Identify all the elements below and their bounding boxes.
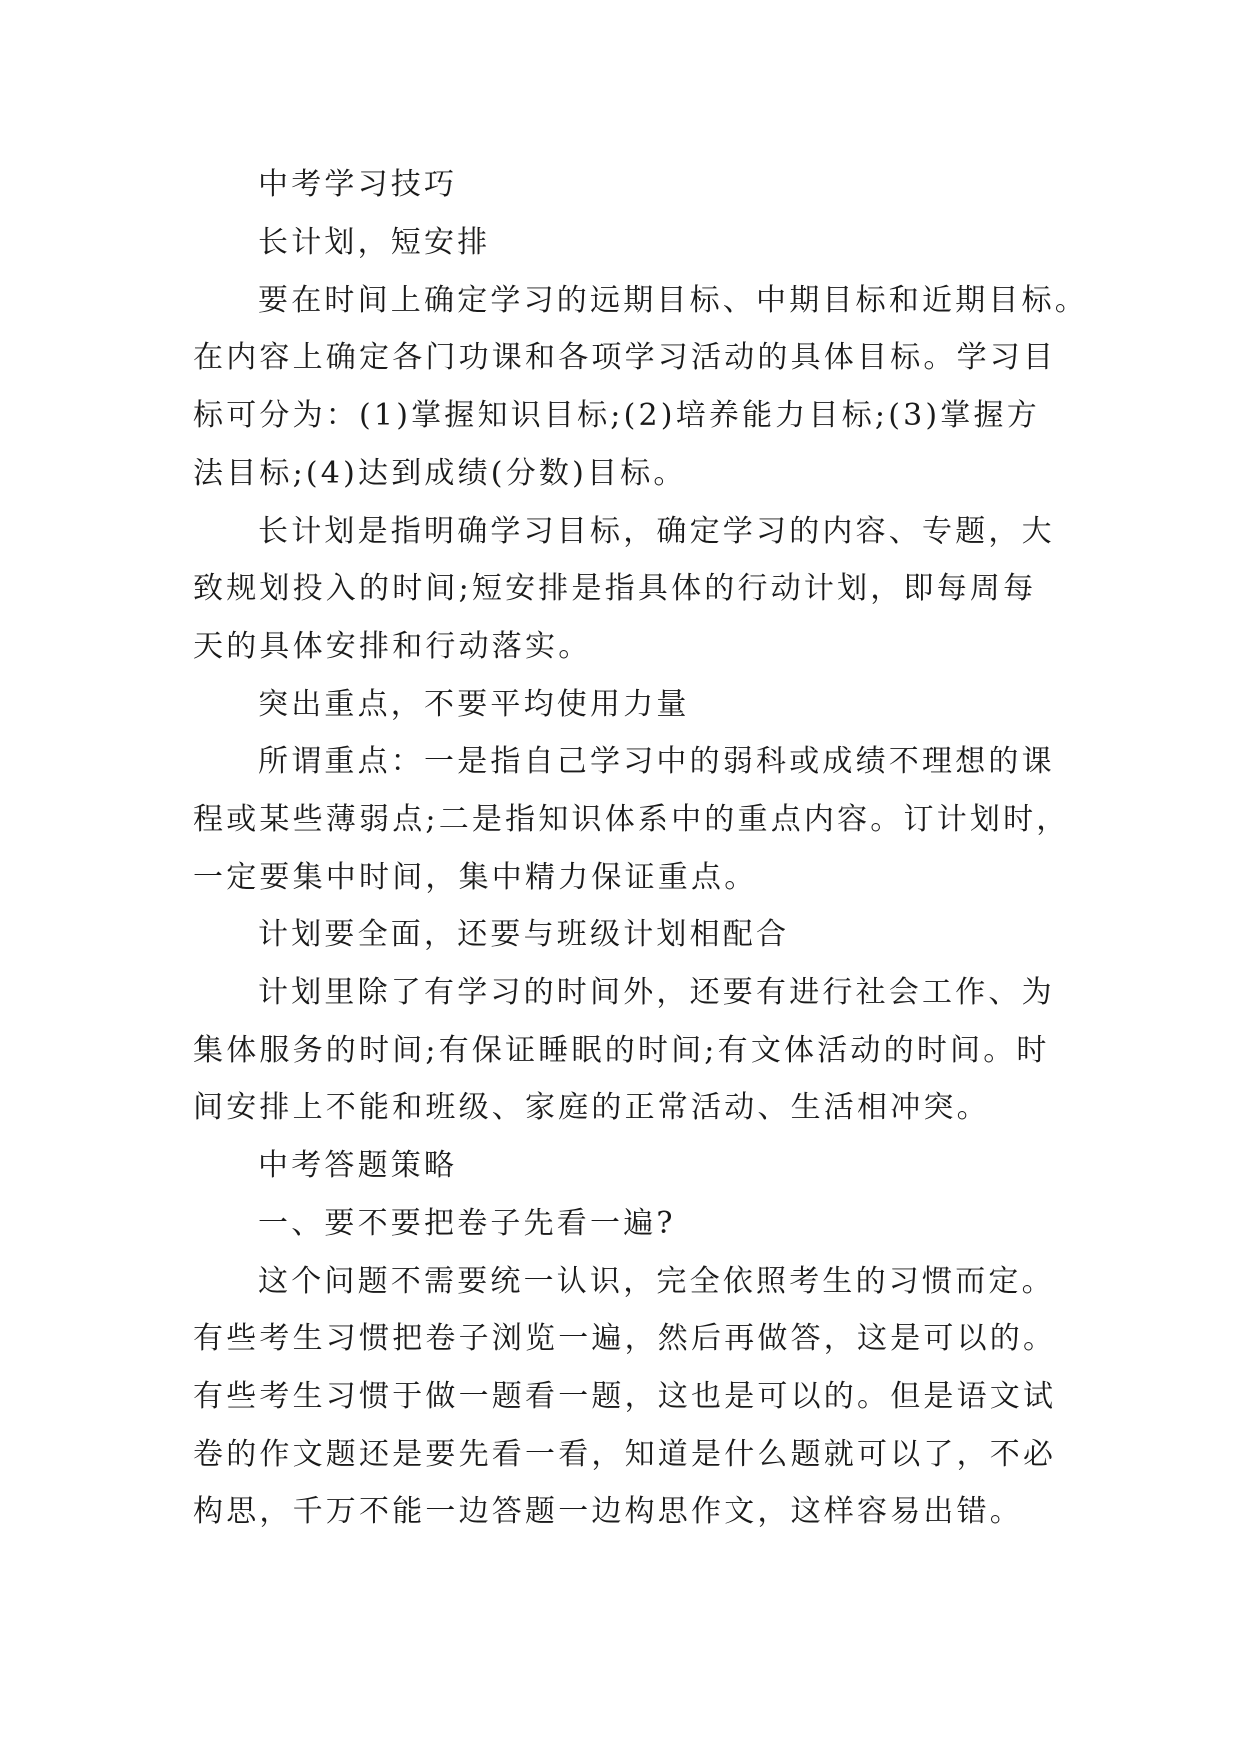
subheading-comprehensive-plan: 计划要全面，还要与班级计划相配合 — [258, 917, 790, 952]
paragraph-line: 程或某些薄弱点;二是指知识体系中的重点内容。订计划时， — [193, 802, 1070, 837]
paragraph-line: 计划里除了有学习的时间外，还要有进行社会工作、为 — [258, 975, 1055, 1010]
paragraph-line: 集体服务的时间;有保证睡眠的时间;有文体活动的时间。时 — [193, 1033, 1050, 1068]
heading-exam-strategy: 中考答题策略 — [258, 1148, 458, 1183]
paragraph-line: 法目标;(4)达到成绩(分数)目标。 — [193, 456, 687, 491]
paragraph-line: 一定要集中时间，集中精力保证重点。 — [193, 860, 758, 895]
paragraph-line: 要在时间上确定学习的远期目标、中期目标和近期目标。 — [258, 283, 1088, 318]
subheading-question-one: 一、要不要把卷子先看一遍? — [258, 1206, 676, 1241]
paragraph-line: 构思，千万不能一边答题一边构思作文，这样容易出错。 — [193, 1494, 1023, 1529]
paragraph-line: 有些考生习惯于做一题看一题，这也是可以的。但是语文试 — [193, 1379, 1057, 1414]
paragraph-line: 有些考生习惯把卷子浏览一遍，然后再做答，这是可以的。 — [193, 1321, 1057, 1356]
paragraph-line: 间安排上不能和班级、家庭的正常活动、生活相冲突。 — [193, 1090, 990, 1125]
paragraph-line: 标可分为：(1)掌握知识目标;(2)培养能力目标;(3)掌握方 — [193, 398, 1040, 433]
subheading-long-plan: 长计划，短安排 — [258, 225, 491, 260]
paragraph-line: 卷的作文题还是要先看一看，知道是什么题就可以了，不必 — [193, 1437, 1057, 1472]
paragraph-line: 在内容上确定各门功课和各项学习活动的具体目标。学习目 — [193, 340, 1057, 375]
paragraph-line: 长计划是指明确学习目标，确定学习的内容、专题，大 — [258, 514, 1055, 549]
paragraph-line: 致规划投入的时间;短安排是指具体的行动计划，即每周每 — [193, 571, 1037, 606]
subheading-focus: 突出重点，不要平均使用力量 — [258, 687, 690, 722]
paragraph-line: 天的具体安排和行动落实。 — [193, 629, 592, 664]
heading-study-tips: 中考学习技巧 — [258, 167, 458, 202]
paragraph-line: 所谓重点：一是指自己学习中的弱科或成绩不理想的课 — [258, 744, 1055, 779]
paragraph-line: 这个问题不需要统一认识，完全依照考生的习惯而定。 — [258, 1264, 1055, 1299]
